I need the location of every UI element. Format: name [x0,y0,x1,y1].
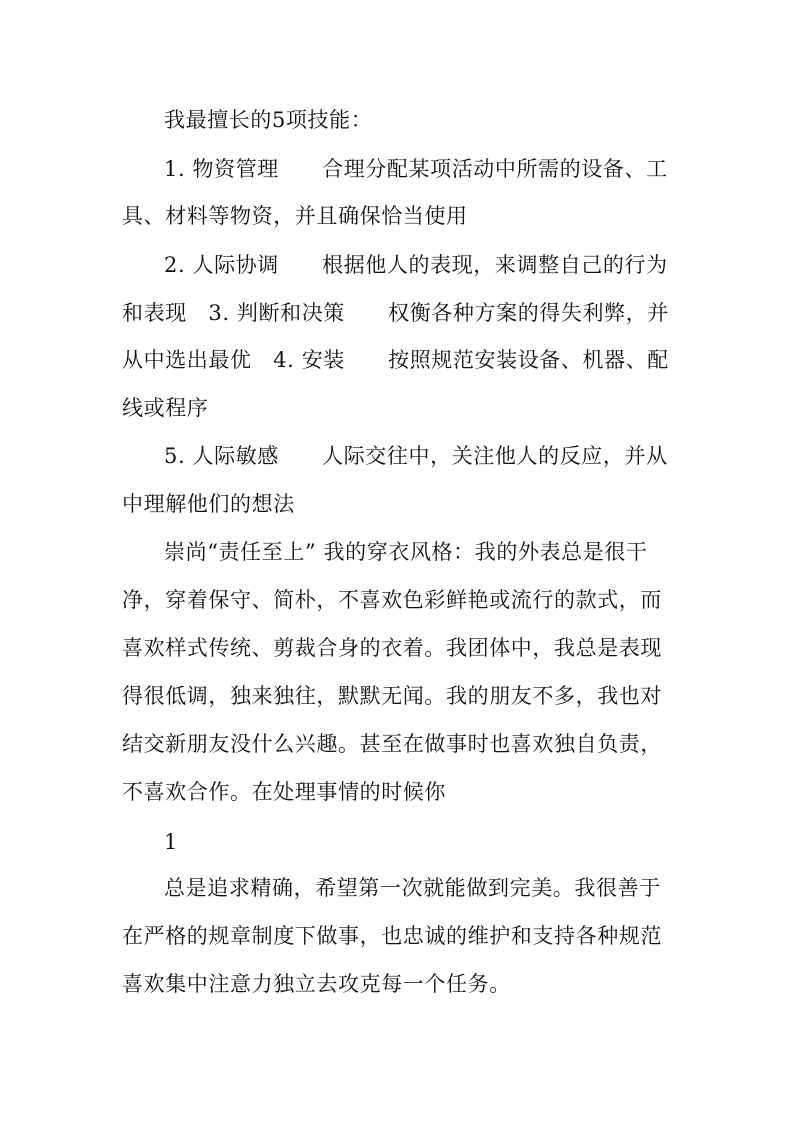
text-line: 2. 人际协调 根据他人的表现，来调整自己的行为 [164,253,668,277]
text-line: 得很低调，独来独往，默默无闻。我的朋友不多，我也对 [122,684,662,708]
text-line: 从中选出最优 4. 安装 按照规范安装设备、机器、配 [122,348,669,372]
text-line: 崇尚“责任至上” 我的穿衣风格：我的外表总是很干 [164,540,648,564]
text-line: 总是追求精确，希望第一次就能做到完美。我很善于 [164,876,661,900]
text-line: 喜欢样式传统、剪裁合身的衣着。我团体中，我总是表现 [122,636,662,660]
text-line: 线或程序 [122,396,209,420]
text-line: 不喜欢合作。在处理事情的时候你 [122,780,446,804]
text-line: 在严格的规章制度下做事，也忠诚的维护和支持各种规范 [122,924,662,948]
text-line: 中理解他们的想法 [122,492,295,516]
text-line: 具、材料等物资，并且确保恰当使用 [122,204,468,228]
text-line: 1. 物资管理 合理分配某项活动中所需的设备、工 [164,157,668,181]
skills-heading: 我最擅长的5项技能： [164,108,373,132]
page-number: 1 [164,830,178,854]
text-line: 和表现 3. 判断和决策 权衡各种方案的得失利弊，并 [122,301,669,325]
text-line: 喜欢集中注意力独立去攻克每一个任务。 [122,972,511,996]
text-line: 结交新朋友没什么兴趣。甚至在做事时也喜欢独自负责， [122,732,662,756]
text-line: 5. 人际敏感 人际交往中，关注他人的反应，并从 [164,444,668,468]
text-line: 净，穿着保守、简朴，不喜欢色彩鲜艳或流行的款式，而 [122,588,662,612]
